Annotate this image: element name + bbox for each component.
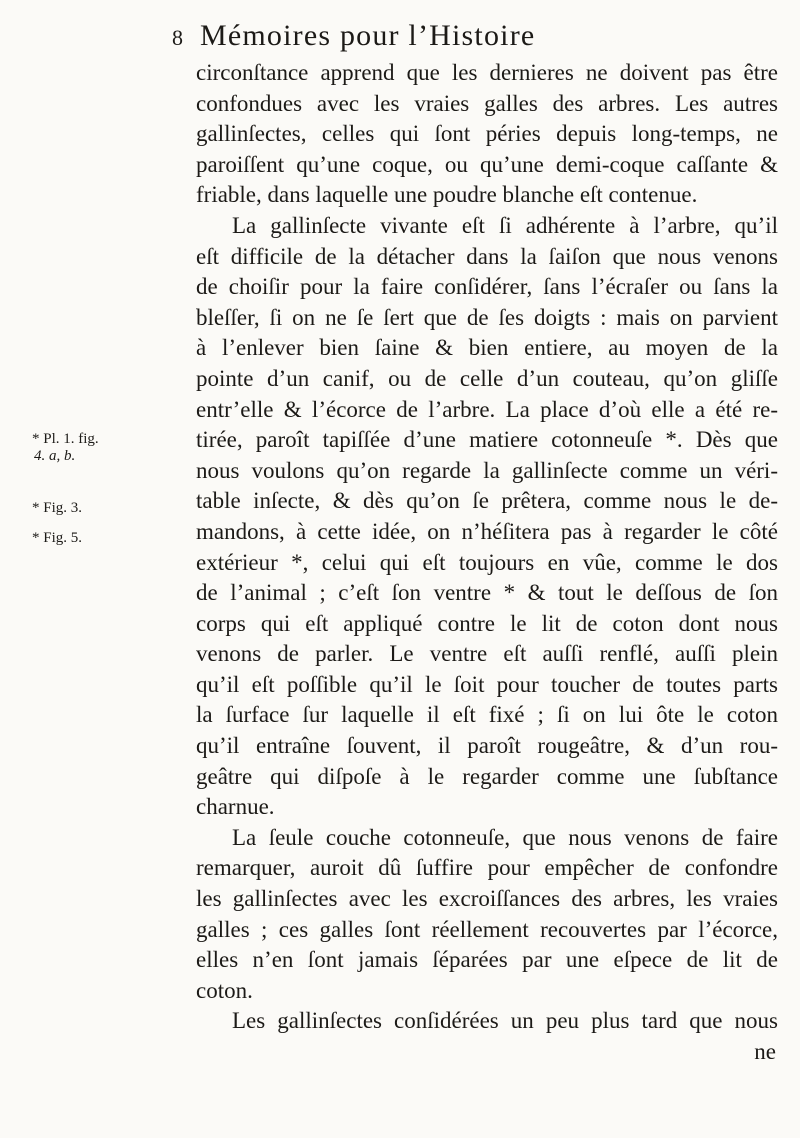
- text-line: qu’il eſt poſſible qu’il le ſoit pour toucher de toutes parts: [196, 671, 778, 697]
- margin-note-text: * Fig. 5.: [32, 530, 83, 546]
- text-line: pointe d’un canif, ou de celle d’un couteau, qu’on gliſſe: [196, 365, 778, 391]
- margin-notes: [0, 0, 190, 1138]
- text-line: les gallinſectes avec les excroiſſances des arbres, les vraies: [196, 886, 778, 912]
- text-line: eſt difficile de la détacher dans la ſaiſon que nous venons: [196, 243, 778, 269]
- text-line: corps qui eſt appliqué contre le lit de coton dont nous: [196, 610, 778, 636]
- body-text: [196, 58, 778, 1068]
- text-line: charnue.: [196, 794, 275, 820]
- text-line: Les gallinſectes conſidérées un peu plus tard que nous: [232, 1008, 778, 1034]
- running-title: Mémoires pour l’Histoire: [200, 19, 536, 52]
- text-line: la ſurface ſur laquelle il eſt fixé ; ſi on lui ôte le coton: [196, 702, 778, 728]
- text-line: extérieur *, celui qui eſt toujours en vûe, comme le dos: [196, 549, 778, 575]
- text-line: entr’elle & l’écorce de l’arbre. La place d’où elle a été re-: [196, 396, 778, 422]
- text-line: remarquer, auroit dû ſuffire pour empêcher de confondre: [196, 855, 778, 881]
- text-line: table inſecte, & dès qu’on ſe prêtera, comme nous le de-: [196, 488, 778, 514]
- text-line: coton.: [196, 977, 253, 1003]
- text-line: circonſtance apprend que les dernieres ne doivent pas être: [196, 60, 778, 85]
- text-line: friable, dans laquelle une poudre blanche eſt contenue.: [196, 182, 698, 208]
- text-line: gallinſectes, celles qui ſont péries depuis long-temps, ne: [196, 121, 778, 147]
- text-line: à l’enlever bien ſaine & bien entiere, au moyen de la: [196, 335, 778, 361]
- text-line: nous voulons qu’on regarde la gallinſecte comme un véri-: [196, 457, 778, 483]
- text-line: de choiſir pour la faire conſidérer, ſans l’écraſer ou ſans la: [196, 274, 778, 300]
- text-line: elles n’en ſont jamais ſéparées par une eſpece de lit de: [196, 947, 778, 973]
- margin-note-text: * Pl. 1. fig.: [32, 431, 99, 447]
- text-line: geâtre qui diſpoſe à le regarder comme une ſubſtance: [196, 763, 778, 789]
- page-header: [172, 14, 782, 58]
- text-line: galles ; ces galles ſont réellement recouvertes par l’écorce,: [196, 916, 778, 942]
- text-line: La gallinſecte vivante eſt ſi adhérente à l’arbre, qu’il: [232, 212, 778, 238]
- margin-note-text: * Fig. 3.: [32, 500, 83, 516]
- text-line: paroiſſent qu’une coque, ou qu’une demi-coque caſſante &: [196, 151, 778, 177]
- text-line: La ſeule couche cotonneuſe, que nous venons de faire: [232, 824, 778, 850]
- margin-note-plate: [32, 431, 99, 465]
- catchword: ne: [754, 1039, 776, 1064]
- text-line: de l’animal ; c’eſt ſon ventre * & tout le deſſous de ſon: [196, 580, 778, 606]
- text-line: confondues avec les vraies galles des arbres. Les autres: [196, 90, 778, 116]
- margin-note-fig-5: [32, 530, 82, 547]
- text-line: venons de parler. Le ventre eſt auſſi renflé, auſſi plein: [196, 641, 778, 667]
- text-line: bleſſer, ſi on ne ſe ſert que de ſes doigts : mais on parvient: [196, 304, 778, 330]
- page-number: 8: [172, 25, 183, 50]
- margin-note-subtext: 4. a, b.: [34, 448, 76, 464]
- margin-note-fig-3: [32, 500, 82, 517]
- text-line: mandons, à cette idée, on n’héſitera pas à regarder le côté: [196, 518, 778, 544]
- text-line: tirée, paroît tapiſſée d’une matiere cotonneuſe *. Dès que: [196, 427, 778, 453]
- text-line: qu’il entraîne ſouvent, il paroît rougeâtre, & d’un rou-: [196, 733, 778, 759]
